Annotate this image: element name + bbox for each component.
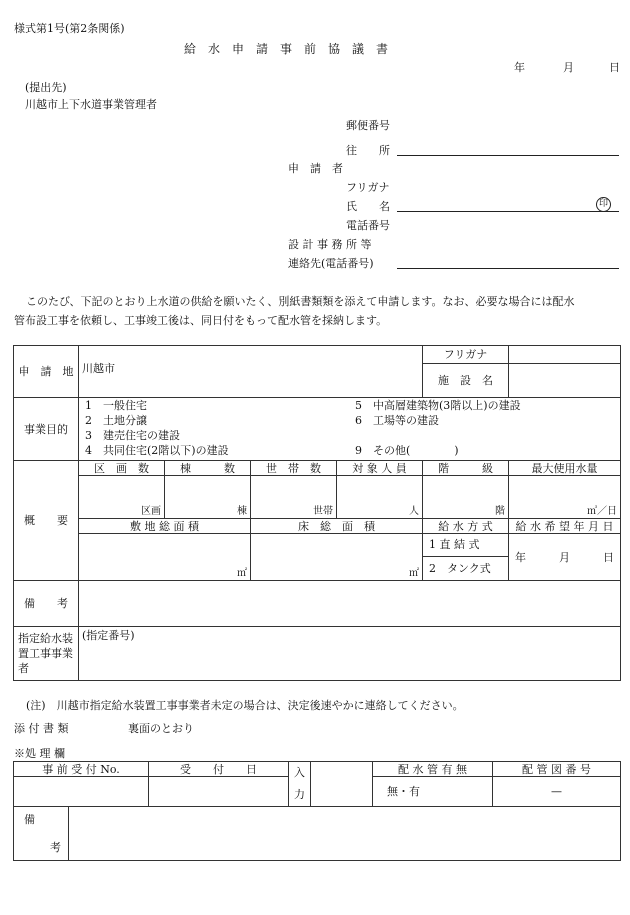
intro-line-1: このたび、下記のとおり上水道の供給を願いたく、別紙書類類を添えて申請します。なお、必要な場合には配水 (26, 295, 575, 308)
header-pre-receipt-no: 事 前 受 付 No. (14, 762, 149, 777)
submit-to-name: 川越市上下水道事業管理者 (25, 98, 157, 111)
furigana-label: フリガナ (346, 181, 390, 194)
site-value[interactable]: 川越市 (79, 346, 423, 398)
floor-area-field[interactable]: ㎡ (251, 534, 423, 581)
header-supply-method: 給 水 方 式 (423, 519, 509, 534)
header-pipe-diagram-no: 配 管 図 番 号 (493, 762, 621, 777)
header-desired-date: 給 水 希 望 年 月 日 (509, 519, 621, 534)
header-floors: 階 級 (423, 461, 509, 476)
facility-furigana-field[interactable] (509, 346, 621, 364)
facility-name-field[interactable] (509, 364, 621, 398)
persons-field[interactable]: 人 (337, 476, 423, 519)
households-field[interactable]: 世帯 (251, 476, 337, 519)
remarks-field[interactable] (79, 581, 621, 627)
header-input: 入 力 (289, 762, 311, 807)
intro-line-2: 管布設工事を依頼し、工事竣工後は、同日付をもって配水管を採納します。 (14, 314, 388, 327)
contractor-field[interactable]: (指定番号) (79, 627, 621, 681)
floors-field[interactable]: 階 (423, 476, 509, 519)
purpose-option-3[interactable]: 3 建売住宅の建設 (85, 429, 180, 442)
contractor-label: 指定給水装置工事事業者 (14, 627, 79, 681)
site-label: 申 請 地 (14, 346, 79, 398)
supply-tank[interactable]: 2 タンク式 (429, 562, 491, 575)
purpose-label: 事業目的 (14, 398, 79, 461)
site-area-field[interactable]: ㎡ (79, 534, 251, 581)
header-water-main: 配 水 管 有 無 (373, 762, 493, 777)
note: (注) 川越市指定給水装置工事事業者未定の場合は、決定後速やかに連絡してください。 (26, 699, 464, 712)
header-received-date: 受 付 日 (149, 762, 289, 777)
header-max-water: 最大使用水量 (509, 461, 621, 476)
document-title: 給 水 申 請 事 前 協 議 書 (184, 42, 389, 56)
purpose-option-6[interactable]: 6 工場等の建設 (355, 414, 439, 427)
lots-field[interactable]: 区画 (79, 476, 165, 519)
furigana-header: フリガナ (423, 346, 509, 364)
purpose-option-4[interactable]: 4 共同住宅(2階以下)の建設 (85, 444, 229, 457)
overview-label: 概 要 (14, 461, 79, 581)
attachments-value: 裏面のとおり (128, 722, 194, 735)
purpose-option-1[interactable]: 1 一般住宅 (85, 399, 147, 412)
purpose-option-9[interactable]: 9 その他( ) (355, 444, 459, 457)
pre-receipt-no-field[interactable] (14, 777, 149, 807)
design-office-label: 設 計 事 務 所 等 (288, 238, 372, 251)
pipe-diagram-field[interactable]: — (493, 777, 621, 807)
processing-remarks-field[interactable] (69, 807, 621, 861)
header-persons: 対 象 人 員 (337, 461, 423, 476)
processing-label: ※処 理 欄 (14, 747, 65, 760)
processing-remarks-label: 備 考 (14, 807, 69, 861)
max-water-field[interactable]: ㎥／日 (509, 476, 621, 519)
date-day: 日 (609, 61, 620, 74)
name-label: 氏 名 (346, 200, 390, 213)
contact-label: 連絡先(電話番号) (288, 257, 374, 270)
facility-label: 施 設 名 (423, 364, 509, 398)
application-table (13, 345, 621, 681)
contact-field[interactable] (397, 268, 619, 269)
header-floor-area: 床 総 面 積 (251, 519, 423, 534)
purpose-option-2[interactable]: 2 土地分譲 (85, 414, 147, 427)
postal-code-label: 郵便番号 (346, 119, 390, 132)
input-field[interactable] (311, 762, 373, 807)
attachments-label: 添 付 書 類 (14, 722, 69, 735)
purpose-options[interactable] (79, 398, 621, 461)
supply-direct[interactable]: 1 直 結 式 (423, 534, 508, 557)
remarks-label: 備 考 (14, 581, 79, 627)
date-month: 月 (563, 61, 574, 74)
phone-label: 電話番号 (346, 219, 390, 232)
applicant-label: 申 請 者 (288, 162, 343, 175)
received-date-field[interactable] (149, 777, 289, 807)
name-field[interactable] (397, 211, 619, 212)
header-site-area: 敷 地 総 面 積 (79, 519, 251, 534)
buildings-field[interactable]: 棟 (165, 476, 251, 519)
desired-date-field[interactable]: 年 月 日 (509, 534, 621, 581)
submit-to-label: (提出先) (25, 81, 67, 94)
address-field[interactable] (397, 155, 619, 156)
processing-table (13, 761, 621, 861)
header-buildings: 棟 数 (165, 461, 251, 476)
water-main-field[interactable]: 無・有 (373, 777, 493, 807)
purpose-option-5[interactable]: 5 中高層建築物(3階以上)の建設 (355, 399, 521, 412)
form-number: 様式第1号(第2条関係) (14, 22, 125, 35)
seal-icon: 印 (596, 196, 611, 212)
date-year: 年 (514, 61, 525, 74)
header-lots: 区 画 数 (79, 461, 165, 476)
header-households: 世 帯 数 (251, 461, 337, 476)
address-label: 往 所 (346, 144, 390, 157)
supply-method-options[interactable] (423, 534, 509, 581)
